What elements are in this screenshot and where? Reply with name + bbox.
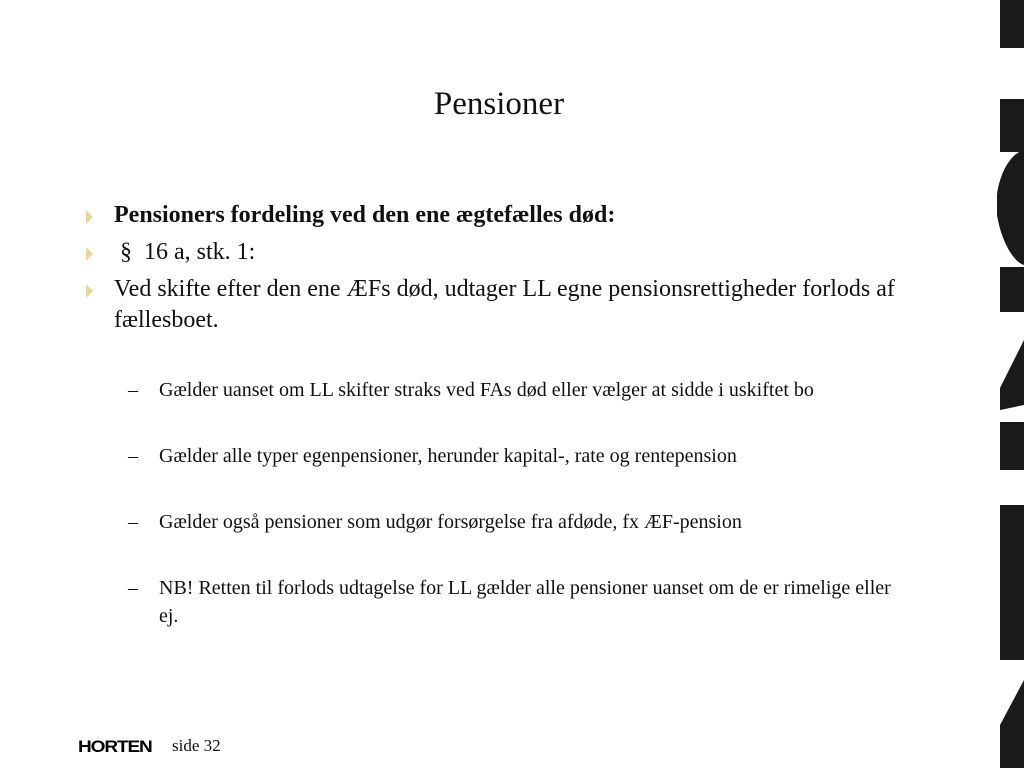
bullet-arrow-icon xyxy=(86,247,93,261)
sub-bullet-item xyxy=(128,376,898,404)
bullet-text: Pensioners fordeling ved den ene ægtefælles død: xyxy=(114,202,616,228)
sub-bullet-text: Gælder alle typer egenpensioner, herunder kapital-, rate og rentepension xyxy=(159,445,737,467)
bullet-item xyxy=(86,200,936,231)
sub-bullet-item xyxy=(128,508,898,536)
main-bullet-list xyxy=(86,200,936,342)
bullet-item xyxy=(86,237,936,268)
brand-decoration xyxy=(997,0,1024,768)
page-number: side 32 xyxy=(172,736,221,755)
sub-bullet-item xyxy=(128,574,898,630)
sub-bullet-item xyxy=(128,442,898,470)
slide-title: Pensioner xyxy=(433,86,565,122)
dash-marker: – xyxy=(128,577,138,599)
dash-marker: – xyxy=(128,511,138,533)
bullet-item xyxy=(86,274,936,336)
bullet-arrow-icon xyxy=(86,284,93,298)
sub-bullet-text: Gælder også pensioner som udgør forsørgelse fra afdøde, fx ÆF-pension xyxy=(159,511,742,533)
bullet-text: § 16 a, stk. 1: xyxy=(114,239,256,265)
bullet-text: Ved skifte efter den ene ÆFs død, udtager LL egne pensionsrettigheder forlods af fællesboet. xyxy=(114,276,895,333)
sub-bullet-text: Gælder uanset om LL skifter straks ved FAs død eller vælger at sidde i uskiftet bo xyxy=(159,379,814,401)
dash-marker: – xyxy=(128,379,138,401)
sub-bullet-text: NB! Retten til forlods udtagelse for LL gælder alle pensioner uanset om de er rimelige eller ej. xyxy=(159,577,891,627)
sub-bullet-list xyxy=(128,376,898,668)
horten-logo: HORTEN xyxy=(78,737,152,756)
bullet-arrow-icon xyxy=(86,210,93,224)
dash-marker: – xyxy=(128,445,138,467)
